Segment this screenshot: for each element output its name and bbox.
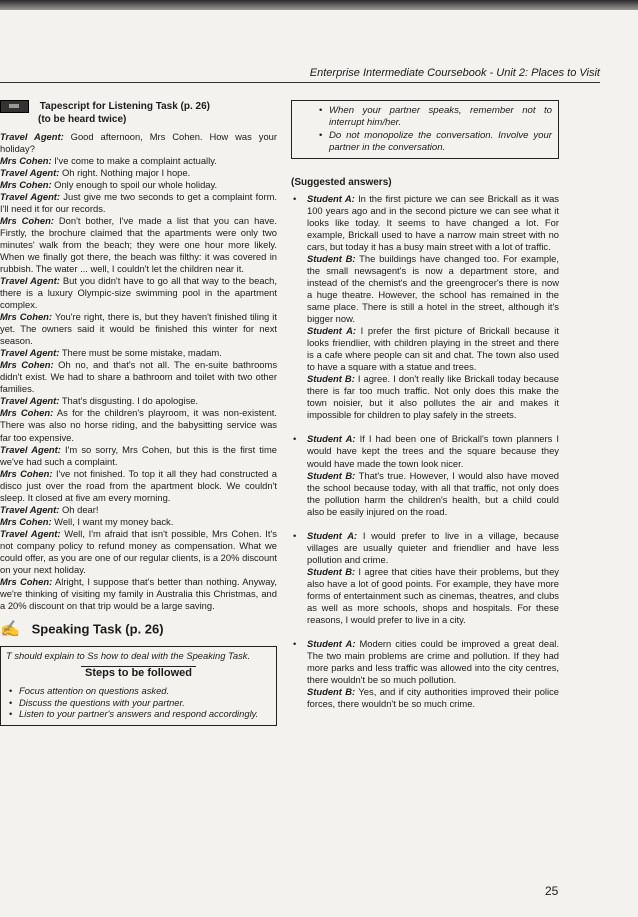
answer-item [307, 638, 559, 710]
answer-line [307, 470, 559, 518]
tapescript-line [0, 167, 277, 179]
speaker-label: Student A: [307, 637, 356, 649]
speaker-label: Mrs Cohen: [0, 407, 54, 419]
step-item: • Do not monopolize the conversation. Involve your partner in the conversation. [329, 130, 552, 155]
page-top-edge [0, 0, 638, 10]
speaker-label: Travel Agent: [0, 503, 60, 515]
page-number: 25 [545, 884, 559, 898]
speaker-label: Mrs Cohen: [0, 214, 54, 226]
speech-text: I've come to make a complaint actually. [51, 154, 217, 166]
speaker-label: Mrs Cohen: [0, 515, 52, 527]
tapescript-line [0, 311, 277, 347]
tapescript-line [0, 576, 277, 612]
speech-text: If I had been one of Brickall's town planners I would have kept the trees and the square because they would have made the town look nicer. [307, 433, 559, 469]
speech-text: Well, I want my money back. [51, 515, 174, 527]
tapescript-line [0, 155, 277, 167]
header-rule [0, 82, 600, 83]
speech-text: That's true. However, I would also have moved the school because today, with all that traffic, not only does the pollution harm the children's health, but a child could also be easily injured on the road. [307, 469, 559, 517]
speaker-label: Student B: [307, 373, 355, 385]
answer-item [307, 530, 559, 626]
speech-text: Yes, and if city authorities improved their police forces, there wouldn't be so much crime. [307, 686, 559, 710]
speaker-label: Travel Agent: [0, 395, 60, 407]
step-item: • When your partner speaks, remember not to interrupt him/her. [329, 105, 552, 130]
answer-line [307, 373, 559, 421]
speech-text: The buildings have changed too. For example, the small newsagent's is now a department store, and instead of the chemist's and the greengrocer's there is now a huge theatre. However, the school has remained in the same place. There is still a hotel in the street, although it's bigger now. [307, 253, 560, 325]
tapescript-line [0, 528, 277, 576]
answer-line [307, 638, 559, 686]
speaker-label: Mrs Cohen: [0, 467, 53, 479]
speaker-label: Travel Agent: [0, 347, 60, 359]
speech-text: As for the children's playroom, it was non-existent. There was also no horse riding, and the babysitting service was far too expensive. [0, 407, 277, 443]
answers-title: (Suggested answers) [291, 177, 392, 189]
speech-text: Alright, I suppose that's better than nothing. Anyway, we're thinking of visiting my family in Australia this Christmas, and a 20% discount on that trip would be a large saving. [0, 575, 277, 611]
tapescript-line [0, 275, 277, 311]
speech-text: I prefer the first picture of Brickall because it looks friendlier, with children playing in the street and there is a cafe where people can sit and chat. The town also used to have a square with a statue and trees. [307, 325, 559, 373]
speech-text: Just give me two seconds to get a complaint form. I'll need it for our records. [0, 190, 278, 214]
speaker-label: Mrs Cohen: [0, 575, 53, 587]
speaker-label: Travel Agent: [0, 130, 64, 142]
speech-text: I agree that cities have their problems, but they also have a lot of good points. For example, they have more forms of entertainment such as cinemas, theatres, and clubs as well as more schools, shops and hospitals. For these reasons, I would prefer to live in a city. [307, 565, 559, 625]
speech-text: Oh no, and that's not all. The en-suite bathrooms didn't exist. We had to share a bathroom and toilet with two other families. [0, 359, 278, 395]
speaker-label: Student A: [307, 529, 358, 541]
step-item: • Focus attention on questions asked. [19, 685, 271, 697]
tapescript-line [0, 215, 277, 275]
tapescript-line [0, 407, 277, 443]
speaker-label: Mrs Cohen: [0, 359, 54, 371]
speech-text: But you didn't have to go all that way to the beach, there is a luxury Olympic-size swimming pool in the apartment complex. [0, 275, 278, 311]
speech-text: I've not finished. To top it all they had constructed a disco just over the road from the apartment block. We couldn't sleep. It closed at five am every morning. [0, 467, 277, 503]
speech-text: I agree. I don't really like Brickall today because there is far too much traffic. Not only does this make the town noisier, but it also pollutes the air and makes it impossible for children to play safely in the streets. [307, 373, 559, 421]
answer-item [307, 433, 559, 517]
speaker-label: Student B: [307, 469, 356, 481]
tapescript-line [0, 504, 277, 516]
speaking-intro: T should explain to Ss how to deal with the Speaking Task. [6, 650, 251, 662]
answer-line [307, 686, 559, 710]
speaker-label: Travel Agent: [0, 527, 61, 539]
left-column [0, 100, 277, 726]
tapescript-line [0, 468, 277, 504]
speaker-label: Student B: [307, 253, 356, 265]
pencil-hand-icon: ✍ [0, 620, 20, 638]
speaker-label: Travel Agent: [0, 190, 61, 202]
tapescript [0, 131, 277, 612]
speech-text: Don't bother, I've made a list that you can have. Firstly, the brochure claimed that the apartments were only two minutes' walk from the beach; they were one hour more likely. When we finally got there, the beach was filthy: it was covered in rubbish. The water ... well, I couldn't let the children near it. [0, 214, 278, 275]
tapescript-line [0, 179, 277, 191]
cassette-tape-icon [0, 100, 29, 113]
tapescript-line [0, 395, 277, 407]
listening-title: Tapescript for Listening Task (p. 26) [39, 101, 210, 113]
speaking-box [0, 646, 277, 726]
speaker-label: Student B: [307, 565, 356, 577]
speaker-label: Student A: [307, 325, 357, 337]
speaker-label: Travel Agent: [0, 443, 61, 455]
speaker-label: Mrs Cohen: [0, 311, 53, 323]
tapescript-line [0, 347, 277, 359]
speech-text: Oh dear! [59, 503, 99, 515]
speech-text: In the first picture we can see Brickall as it was 100 years ago and in the second picture we can see what it looks like today. It seems to have changed a lot. For example, Brickall used to have a narrow main street with no cars, but today it has a busy main street with a lot of traffic. [307, 192, 559, 252]
listening-subtitle: (to be heard twice) [38, 113, 127, 125]
steps-list [6, 685, 271, 720]
steps-continued-box [291, 100, 559, 159]
speaker-label: Student B: [307, 686, 356, 698]
answer-line [307, 193, 559, 253]
step-item: • Discuss the questions with your partner. [19, 697, 271, 709]
speech-text: Modern cities could be improved a great deal. The two main problems are crime and pollution. If they had more parks and less traffic was allowed into the city centres, there wouldn't be so much pollution. [307, 637, 559, 686]
running-header: Enterprise Intermediate Coursebook - Unit 2: Places to Visit [309, 67, 600, 79]
speaker-label: Student A: [307, 433, 356, 445]
tapescript-line [0, 131, 277, 155]
answer-item [307, 193, 559, 422]
steps-continued-list [316, 105, 552, 154]
speech-text: That's disgusting. I do apologise. [59, 395, 199, 407]
speaking-heading [0, 620, 277, 640]
speaker-label: Travel Agent: [0, 275, 60, 287]
speech-text: There must be some mistake, madam. [59, 347, 222, 359]
speech-text: Oh right. Nothing major I hope. [59, 166, 191, 178]
speaker-label: Mrs Cohen: [0, 154, 52, 166]
speech-text: Well, I'm afraid that isn't possible, Mrs Cohen. It's not company policy to refund money as compensation. What we could offer, as you are one of our regular clients, is a 20% discount on your next holiday. [0, 527, 277, 575]
speech-text: Only enough to spoil our whole holiday. [51, 178, 218, 190]
speaker-label: Travel Agent: [0, 166, 60, 178]
answer-line [307, 325, 559, 373]
speech-text: I would prefer to live in a village, because villages are usually quieter and friendlier and have less pollution and crime. [307, 529, 559, 565]
speech-text: Good afternoon, Mrs Cohen. How was your holiday? [0, 130, 277, 154]
tapescript-line [0, 191, 277, 215]
answer-line [307, 530, 559, 566]
steps-title: Steps to be followed [6, 667, 271, 681]
step-item: • Listen to your partner's answers and respond accordingly. [19, 708, 271, 720]
tapescript-line [0, 359, 277, 395]
answer-line [307, 433, 559, 469]
answer-line [307, 253, 559, 325]
listening-heading [0, 100, 277, 127]
right-column [291, 100, 559, 722]
tapescript-line [0, 444, 277, 468]
speaking-title: Speaking Task (p. 26) [31, 621, 164, 637]
speech-text: You're right, there is, but they haven't finished tiling it yet. The owners said it would be finished this winter for next season. [0, 311, 277, 347]
answer-line [307, 566, 559, 626]
speaker-label: Student A: [307, 192, 355, 204]
answers-list [291, 193, 559, 710]
speaker-label: Mrs Cohen: [0, 178, 52, 190]
speech-text: I'm so sorry, Mrs Cohen, but this is the first time we've had such a complaint. [0, 443, 278, 467]
tapescript-line [0, 516, 277, 528]
